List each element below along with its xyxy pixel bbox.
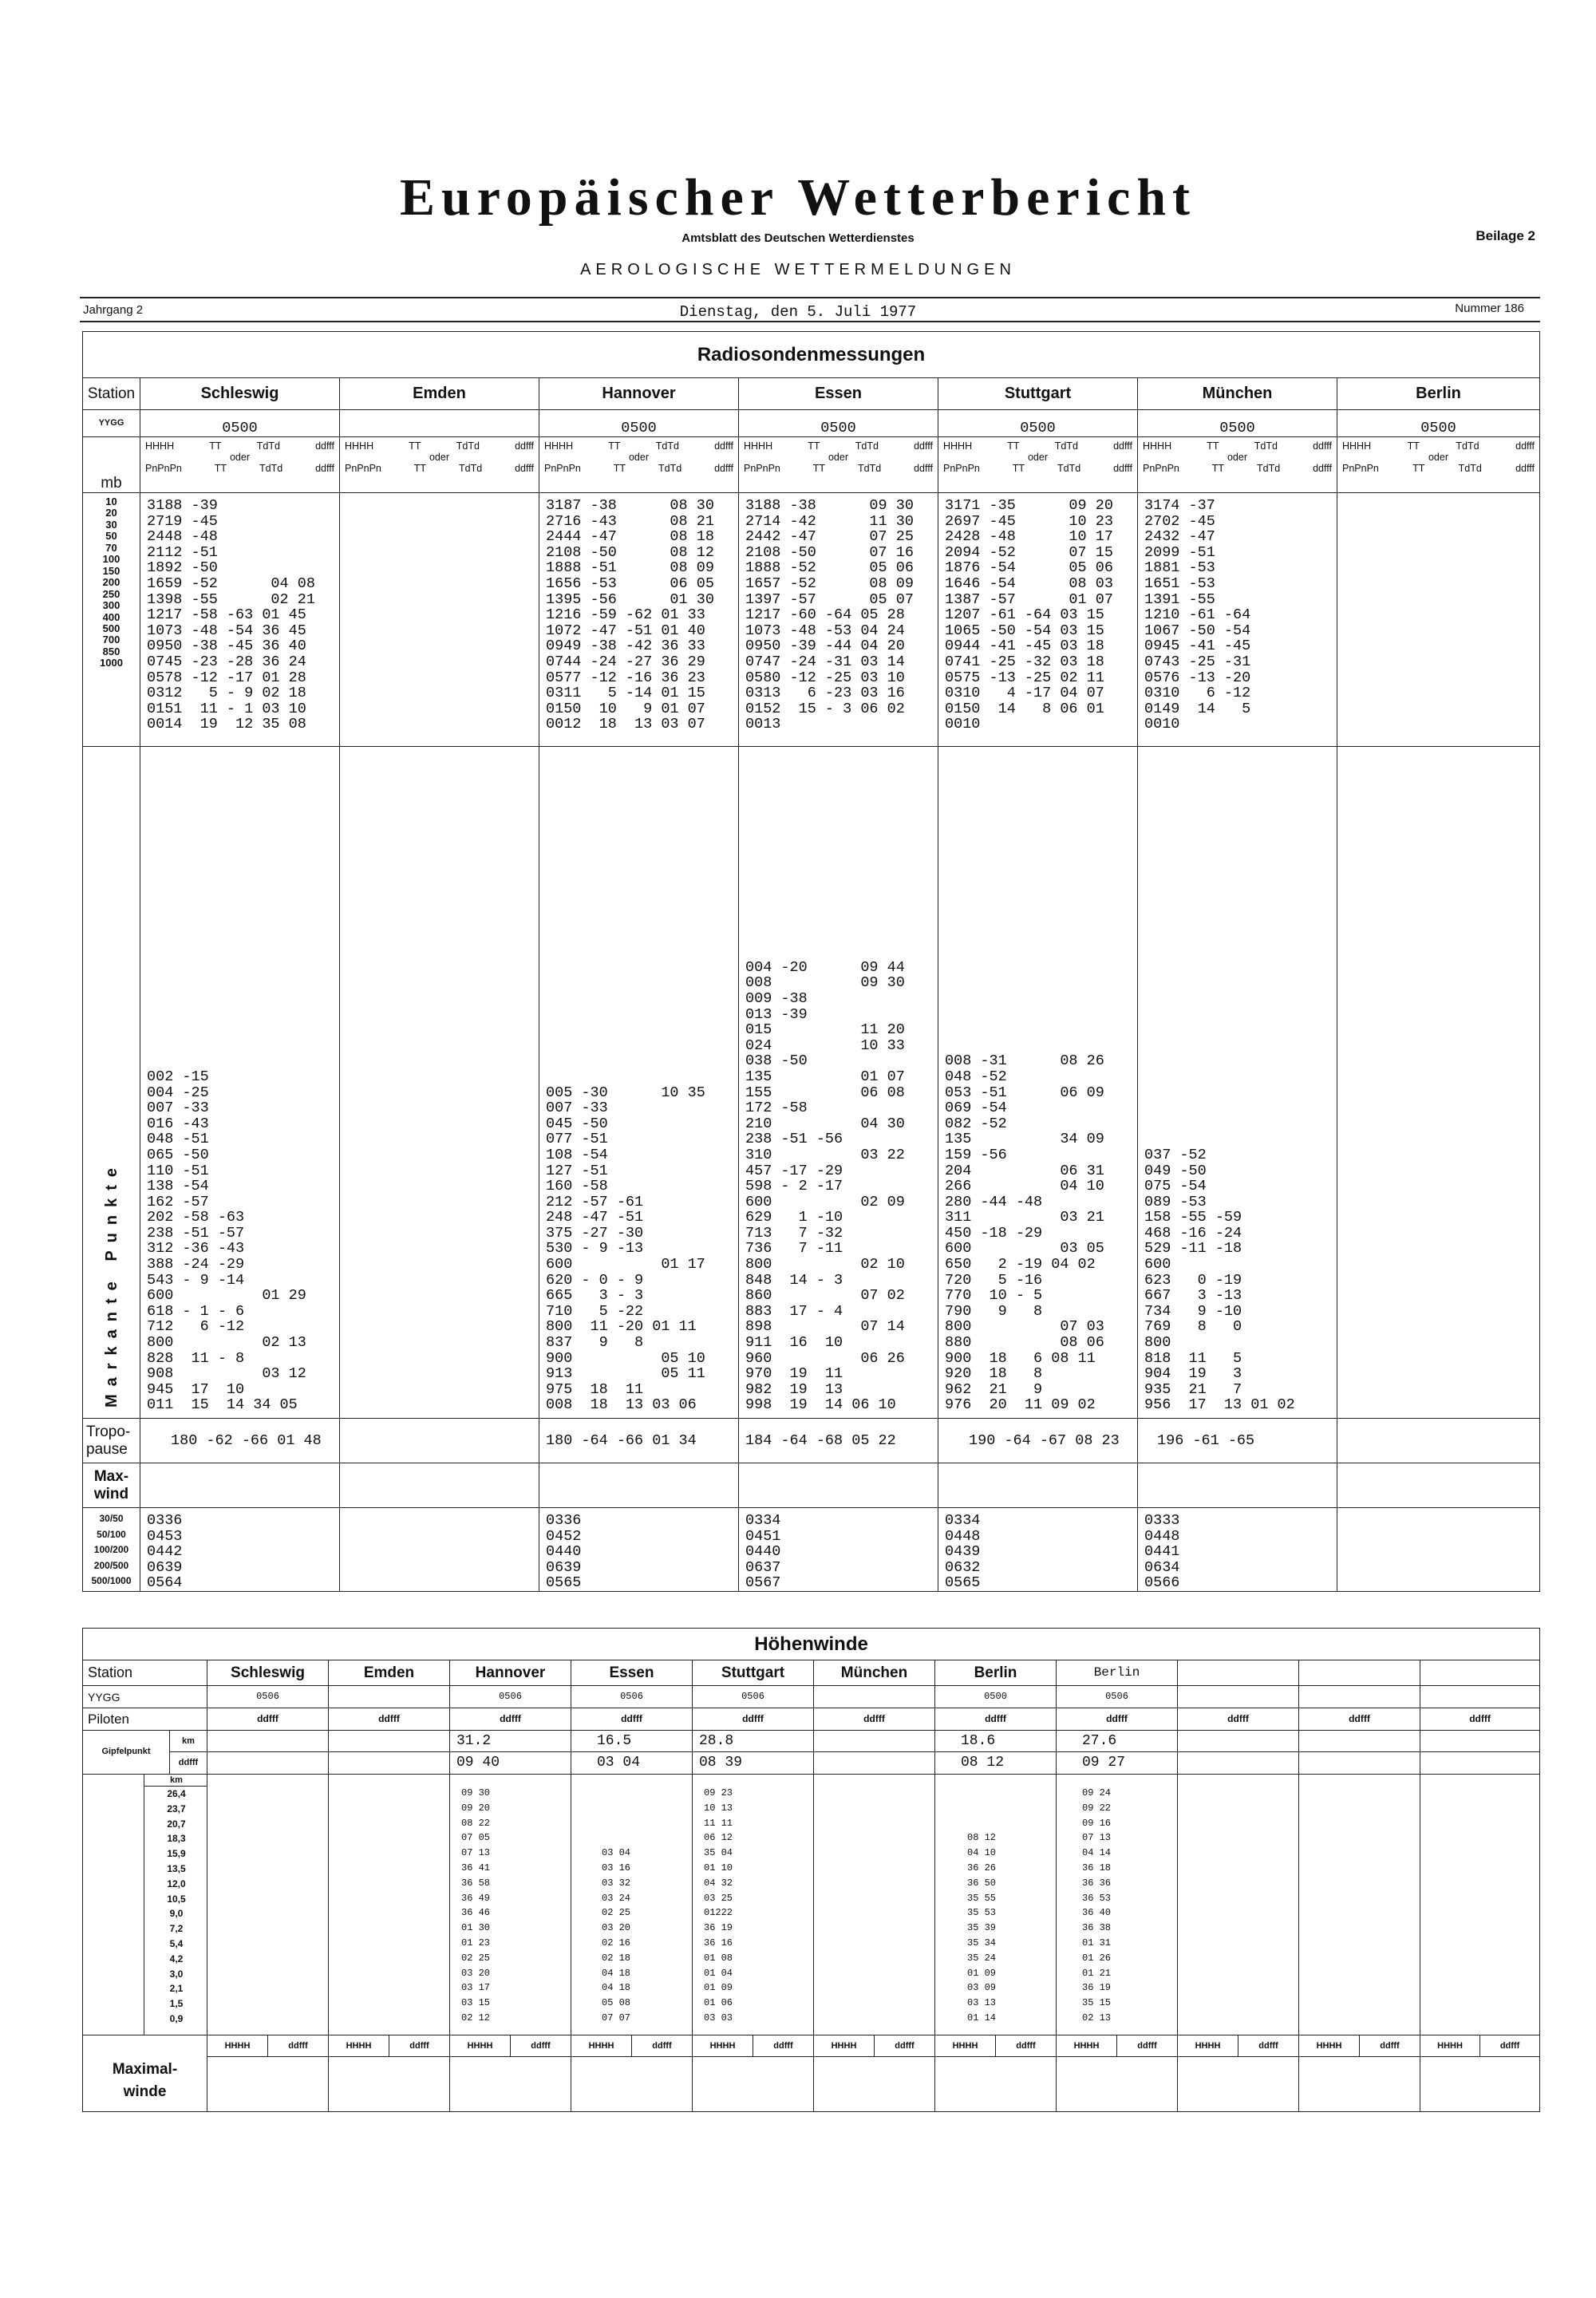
thickness-data: 0336 0452 0440 0639 0565 xyxy=(539,1508,739,1592)
section-title: AEROLOGISCHE WETTERMELDUNGEN xyxy=(580,261,1016,278)
yygg-value: 0500 xyxy=(140,410,340,437)
tropopause-data: 190 -64 -67 08 23 xyxy=(938,1419,1138,1463)
wind-levels: km 26,4 23,7 20,7 18,3 15,9 13,5 12,0 10,5 9,0 7,2 5,4 4,2 3,0 2,1 1,5 0,9 xyxy=(83,1775,207,2035)
station-name: Emden xyxy=(340,378,539,410)
yygg-value: 0500 xyxy=(739,410,938,437)
wind-yygg: 0506 xyxy=(571,1686,693,1708)
std-levels-data xyxy=(340,493,539,747)
maxwind-header: HHHH ddfff xyxy=(207,2035,329,2112)
beilage-label: Beilage 2 xyxy=(1476,228,1535,243)
gipfelpunkt-value xyxy=(814,1731,935,1775)
tropopause-data xyxy=(1337,1419,1540,1463)
ddfff-header: ddfff xyxy=(207,1708,329,1731)
yygg-value: 0500 xyxy=(938,410,1138,437)
radiosonde-title: Radiosondenmessungen xyxy=(83,332,1540,378)
wind-yygg xyxy=(1299,1686,1420,1708)
std-levels-data: 3174 -37 2702 -45 2432 -47 2099 -51 1881 -53 1651 -53 1391 -55 1210 -61 -64 1067 -50 -54 0945 -41 -45 0743 -25 -31 0576 -13 -20 0310 6 -12 0149 14 5 0010 xyxy=(1138,493,1337,747)
maxwind-header: HHHH ddfff xyxy=(814,2035,935,2112)
maxwind-cell xyxy=(1138,1463,1337,1508)
wind-station-name: Schleswig xyxy=(207,1660,329,1686)
thickness-data: 0334 0451 0440 0637 0567 xyxy=(739,1508,938,1592)
column-codes: HHHH TT TdTd ddfff oder PnPnPn TT TdTd ddfff xyxy=(938,437,1138,493)
thickness-data xyxy=(340,1508,539,1592)
yygg-value: 0500 xyxy=(1337,410,1540,437)
column-codes: HHHH TT TdTd ddfff oder PnPnPn TT TdTd ddfff xyxy=(539,437,739,493)
wind-yygg xyxy=(329,1686,450,1708)
ddfff-header: ddfff xyxy=(1420,1708,1540,1731)
maxwind-cell xyxy=(938,1463,1138,1508)
wind-column-data: 09 24 09 22 09 16 07 13 04 14 36 18 36 36 36 53 36 40 36 38 01 31 01 26 01 21 36 19 35 15 02 13 xyxy=(1057,1775,1178,2035)
significant-points-data: 004 -20 09 44 008 09 30 009 -38 013 -39 015 11 20 024 10 33 038 -50 135 01 07 155 06 08 172 -58 210 04 30 238 -51 -56 310 03 22 457 -17 -29 598 - 2 -17 600 02 09 629 1 -10 713 7 -32 736 7 -11 800 02 10 848 14 - 3 860 07 02 883 17 - 4 898 07 14 911 16 10 960 06 26 970 19 11 982 19 13 998 19 14 06 10 xyxy=(739,747,938,1419)
radiosonde-table xyxy=(82,331,1540,1592)
std-levels-data: 3188 -38 09 30 2714 -42 11 30 2442 -47 07 25 2108 -50 07 16 1888 -52 05 06 1657 -52 08 09 1397 -57 05 07 1217 -60 -64 05 28 1073 -48 -53 04 24 0950 -39 -44 04 20 0747 -24 -31 03 14 0580 -12 -25 03 10 0313 6 -23 03 16 0152 15 - 3 06 02 0013 xyxy=(739,493,938,747)
wind-yygg xyxy=(1420,1686,1540,1708)
ddfff-header: ddfff xyxy=(935,1708,1057,1731)
tropopause-data: 180 -62 -66 01 48 xyxy=(140,1419,340,1463)
significant-points-data: 008 -31 08 26 048 -52 053 -51 06 09 069 -54 082 -52 135 34 09 159 -56 204 06 31 266 04 10 280 -44 -48 311 03 21 450 -18 -29 600 03 05 650 2 -19 04 02 720 5 -16 770 10 - 5 790 9 8 800 07 03 880 08 06 900 18 6 08 11 920 18 8 962 21 9 976 20 11 09 02 xyxy=(938,747,1138,1419)
wind-yygg xyxy=(814,1686,935,1708)
gipfelpunkt-label: Gipfelpunkt km ddfff xyxy=(83,1731,207,1775)
wind-column-data xyxy=(329,1775,450,2035)
gipfelpunkt-value xyxy=(1178,1731,1299,1775)
ddfff-header: ddfff xyxy=(450,1708,571,1731)
markante-punkte-text: Markante Punkte xyxy=(103,1159,120,1408)
significant-points-data: 005 -30 10 35 007 -33 045 -50 077 -51 108 -54 127 -51 160 -58 212 -57 -61 248 -47 -51 375 -27 -30 530 - 9 -13 600 01 17 620 - 0 - 9 665 3 - 3 710 5 -22 800 11 -20 01 11 837 9 8 900 05 10 913 05 11 975 18 11 008 18 13 03 06 xyxy=(539,747,739,1419)
ddfff-header: ddfff xyxy=(814,1708,935,1731)
thickness-data: 0334 0448 0439 0632 0565 xyxy=(938,1508,1138,1592)
station-name: Stuttgart xyxy=(938,378,1138,410)
wind-column-data: 08 12 04 10 36 26 36 50 35 55 35 53 35 39 35 34 35 24 01 09 03 09 03 13 01 14 xyxy=(935,1775,1057,2035)
significant-points-data xyxy=(1337,747,1540,1419)
wind-station-label: Station xyxy=(83,1660,207,1686)
wind-column-data: 09 30 09 20 08 22 07 05 07 13 36 41 36 58 36 49 36 46 01 30 01 23 02 25 03 20 03 17 03 15 02 12 xyxy=(450,1775,571,2035)
issue-number: Nummer 186 xyxy=(1455,302,1524,315)
wind-station-name: Berlin xyxy=(1057,1660,1178,1686)
wind-station-name: München xyxy=(814,1660,935,1686)
wind-station-name xyxy=(1299,1660,1420,1686)
gipfelpunkt-value xyxy=(207,1731,329,1775)
maxwind-header: HHHH ddfff xyxy=(1420,2035,1540,2112)
gipfelpunkt-value xyxy=(329,1731,450,1775)
std-levels-data xyxy=(1337,493,1540,747)
wind-station-name: Stuttgart xyxy=(693,1660,814,1686)
station-name: München xyxy=(1138,378,1337,410)
markante-punkte-label xyxy=(83,747,140,1419)
significant-points-data xyxy=(340,747,539,1419)
wind-yygg: 0506 xyxy=(1057,1686,1178,1708)
thickness-data xyxy=(1337,1508,1540,1592)
maxwind-cell xyxy=(539,1463,739,1508)
std-levels-data: 3187 -38 08 30 2716 -43 08 21 2444 -47 08 18 2108 -50 08 12 1888 -51 08 09 1656 -53 06 05 1395 -56 01 30 1216 -59 -62 01 33 1072 -47 -51 01 40 0949 -38 -42 36 33 0744 -24 -27 36 29 0577 -12 -16 36 23 0311 5 -14 01 15 0150 10 9 01 07 0012 18 13 03 07 xyxy=(539,493,739,747)
jahrgang: Jahrgang 2 xyxy=(83,303,144,317)
wind-station-name: Essen xyxy=(571,1660,693,1686)
wind-station-name xyxy=(1420,1660,1540,1686)
maxwind-cell xyxy=(140,1463,340,1508)
maxwind-cell xyxy=(340,1463,539,1508)
wind-yygg-label: YYGG xyxy=(83,1686,207,1708)
wind-column-data: 09 23 10 13 11 11 06 12 35 04 01 10 04 32 03 25 01222 36 19 36 16 01 08 01 04 01 09 01 06 03 03 xyxy=(693,1775,814,2035)
gipfelpunkt-value: 27.6 09 27 xyxy=(1057,1731,1178,1775)
tropopause-data: 184 -64 -68 05 22 xyxy=(739,1419,938,1463)
wind-station-name: Hannover xyxy=(450,1660,571,1686)
column-codes: HHHH TT TdTd ddfff oder PnPnPn TT TdTd ddfff xyxy=(140,437,340,493)
maxwind-header: HHHH ddfff xyxy=(571,2035,693,2112)
column-codes: HHHH TT TdTd ddfff oder PnPnPn TT TdTd ddfff xyxy=(739,437,938,493)
station-name: Berlin xyxy=(1337,378,1540,410)
issue-date: Dienstag, den 5. Juli 1977 xyxy=(679,303,917,321)
maxwind-header: HHHH ddfff xyxy=(1178,2035,1299,2112)
gipfelpunkt-value: 31.2 09 40 xyxy=(450,1731,571,1775)
rule-top xyxy=(80,297,1540,298)
yygg-value xyxy=(340,410,539,437)
station-name: Essen xyxy=(739,378,938,410)
maxwind-header: HHHH ddfff xyxy=(935,2035,1057,2112)
gipfelpunkt-value xyxy=(1420,1731,1540,1775)
tropopause-data: 196 -61 -65 xyxy=(1138,1419,1337,1463)
tropopause-label: Tropo- pause xyxy=(83,1419,140,1463)
subtitle: Amtsblatt des Deutschen Wetterdienstes xyxy=(681,231,915,245)
gipfelpunkt-value xyxy=(1299,1731,1420,1775)
column-codes: HHHH TT TdTd ddfff oder PnPnPn TT TdTd ddfff xyxy=(340,437,539,493)
pressure-levels: 10 20 30 50 70 100 150 200 250 300 400 500 700 850 1000 xyxy=(83,493,140,747)
page-title: Europäischer Wetterbericht xyxy=(399,168,1197,227)
yygg-label: YYGG xyxy=(83,410,140,437)
yygg-value: 0500 xyxy=(1138,410,1337,437)
thickness-data: 0333 0448 0441 0634 0566 xyxy=(1138,1508,1337,1592)
wind-column-data xyxy=(1178,1775,1299,2035)
gipfelpunkt-value: 18.6 08 12 xyxy=(935,1731,1057,1775)
tropopause-data: 180 -64 -66 01 34 xyxy=(539,1419,739,1463)
ddfff-header: ddfff xyxy=(1299,1708,1420,1731)
piloten-label: Piloten xyxy=(83,1708,207,1731)
maxwind-label: Max- wind xyxy=(83,1463,140,1508)
gipfelpunkt-value: 16.5 03 04 xyxy=(571,1731,693,1775)
maximalwinde-label: Maximal- winde xyxy=(83,2035,207,2112)
station-label: Station xyxy=(83,378,140,410)
station-name: Hannover xyxy=(539,378,739,410)
wind-yygg: 0506 xyxy=(450,1686,571,1708)
ddfff-header: ddfff xyxy=(693,1708,814,1731)
wind-yygg: 0506 xyxy=(693,1686,814,1708)
maxwind-header: HHHH ddfff xyxy=(329,2035,450,2112)
hoehenwinde-table xyxy=(82,1628,1540,2112)
wind-yygg: 0500 xyxy=(935,1686,1057,1708)
wind-station-name: Berlin xyxy=(935,1660,1057,1686)
significant-points-data: 002 -15 004 -25 007 -33 016 -43 048 -51 065 -50 110 -51 138 -54 162 -57 202 -58 -63 238 -51 -57 312 -36 -43 388 -24 -29 543 - 9 -14 600 01 29 618 - 1 - 6 712 6 -12 800 02 13 828 11 - 8 908 03 12 945 17 10 011 15 14 34 05 xyxy=(140,747,340,1419)
rule-bottom xyxy=(80,321,1540,322)
wind-station-name: Emden xyxy=(329,1660,450,1686)
thickness-data: 0336 0453 0442 0639 0564 xyxy=(140,1508,340,1592)
ddfff-header: ddfff xyxy=(329,1708,450,1731)
ddfff-header: ddfff xyxy=(571,1708,693,1731)
tropopause-data xyxy=(340,1419,539,1463)
maxwind-header: HHHH ddfff xyxy=(1057,2035,1178,2112)
std-levels-data: 3188 -39 2719 -45 2448 -48 2112 -51 1892 -50 1659 -52 04 08 1398 -55 02 21 1217 -58 -63 01 45 1073 -48 -54 36 45 0950 -38 -45 36 40 0745 -23 -28 36 24 0578 -12 -17 01 28 0312 5 - 9 02 18 0151 11 - 1 03 10 0014 19 12 35 08 xyxy=(140,493,340,747)
std-levels-data: 3171 -35 09 20 2697 -45 10 23 2428 -48 10 17 2094 -52 07 15 1876 -54 05 06 1646 -54 08 03 1387 -57 01 07 1207 -61 -64 03 15 1065 -50 -54 03 15 0944 -41 -45 03 18 0741 -25 -32 03 18 0575 -13 -25 02 11 0310 4 -17 04 07 0150 14 8 06 01 0010 xyxy=(938,493,1138,747)
wind-station-name xyxy=(1178,1660,1299,1686)
maxwind-cell xyxy=(1337,1463,1540,1508)
wind-column-data xyxy=(1299,1775,1420,2035)
significant-points-data: 037 -52 049 -50 075 -54 089 -53 158 -55 -59 468 -16 -24 529 -11 -18 600 623 0 -19 667 3 -13 734 9 -10 769 8 0 800 818 11 5 904 19 3 935 21 7 956 17 13 01 02 xyxy=(1138,747,1337,1419)
column-codes: HHHH TT TdTd ddfff oder PnPnPn TT TdTd ddfff xyxy=(1138,437,1337,493)
thickness-levels: 30/50 50/100 100/200 200/500 500/1000 xyxy=(83,1508,140,1592)
wind-column-data: 03 04 03 16 03 32 03 24 02 25 03 20 02 16 02 18 04 18 04 18 05 08 07 07 xyxy=(571,1775,693,2035)
mb-label: mb xyxy=(83,437,140,493)
maxwind-header: HHHH ddfff xyxy=(693,2035,814,2112)
maxwind-header: HHHH ddfff xyxy=(450,2035,571,2112)
wind-yygg: 0506 xyxy=(207,1686,329,1708)
station-name: Schleswig xyxy=(140,378,340,410)
hoehenwinde-title: Höhenwinde xyxy=(83,1629,1540,1660)
gipfelpunkt-value: 28.8 08 39 xyxy=(693,1731,814,1775)
wind-yygg xyxy=(1178,1686,1299,1708)
ddfff-header: ddfff xyxy=(1178,1708,1299,1731)
wind-column-data xyxy=(207,1775,329,2035)
maxwind-header: HHHH ddfff xyxy=(1299,2035,1420,2112)
wind-column-data xyxy=(1420,1775,1540,2035)
maxwind-cell xyxy=(739,1463,938,1508)
ddfff-header: ddfff xyxy=(1057,1708,1178,1731)
yygg-value: 0500 xyxy=(539,410,739,437)
column-codes: HHHH TT TdTd ddfff oder PnPnPn TT TdTd ddfff xyxy=(1337,437,1540,493)
wind-column-data xyxy=(814,1775,935,2035)
